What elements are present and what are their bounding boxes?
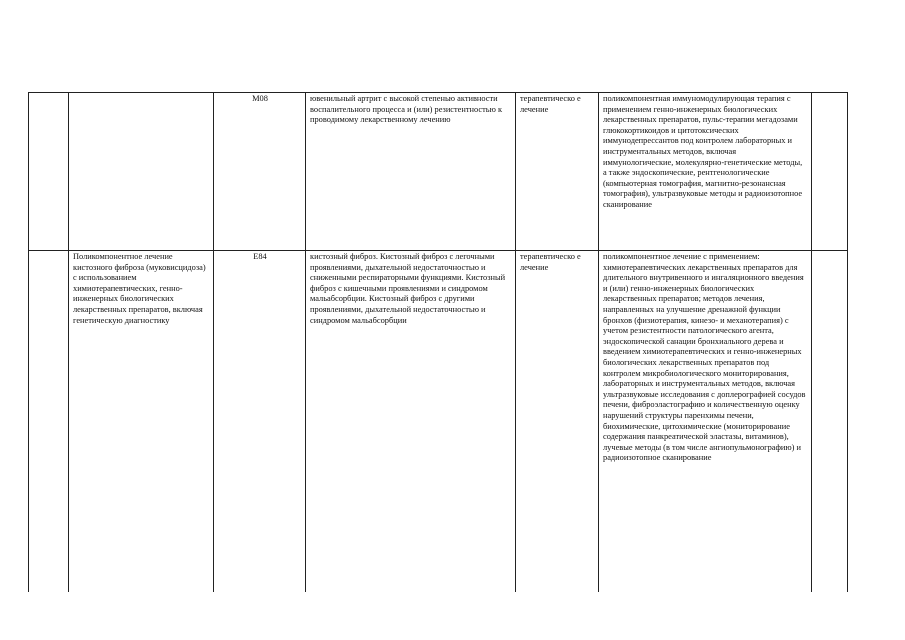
treatment-type-cell: терапевтическо е лечение (516, 251, 599, 593)
norm-cell (812, 251, 848, 593)
treatment-type-cell: терапевтическо е лечение (516, 93, 599, 251)
medical-care-table (28, 92, 848, 592)
patient-model-cell: кистозный фиброз. Кистозный фиброз с легочными проявлениями, дыхательной недостаточностью и сниженными респираторными функциями. Кистозный фиброз с кишечными проявлениями и синдромом мальабсорбции. Кистозный фиброз с другими проявлениями, дыхательной недостаточностью и синдромом мальабсорбции (306, 251, 516, 593)
treatment-method-cell: поликомпонентное лечение с применением: химиотерапевтических лекарственных препаратов для длительного внутривенного и ингаляционного введения и (или) генно-инженерных биологических лекарственных препаратов; методов лечения, направленных на улучшение дренажной функции бронхов (физиотерапия, кинезо- и механотерапия) с учетом резистентности патологического агента, эндоскопической санации бронхиального дерева и введением химиотерапевтических и генно-инженерных биологических лекарственных препаратов под контролем микробиологического мониторирования, лабораторных и инструментальных методов, включая ультразвуковые исследования с доплерографией сосудов печени, фиброэластографию и количественную оценку нарушений структуры паренхимы печени, биохимические, цитохимические (мониторирование содержания панкреатической эластазы, витаминов), лучевые методы (в том числе ангиопульмонографию) и радиоизотопное сканирование (599, 251, 812, 593)
icd-code-cell: E84 (214, 251, 306, 593)
row-number-cell (29, 93, 69, 251)
table-row (29, 251, 848, 593)
treatment-method-cell: поликомпонентная иммуномодулирующая терапия с применением генно-инженерных биологических лекарственных препаратов, пульс-терапии мегадозами глюкокортикоидов и цитотоксических иммунодепрессантов под контролем лабораторных и инструментальных методов, включая иммунологические, молекулярно-генетические методы, а также эндоскопические, рентгенологические (компьютерная томография, магнитно-резонансная томография), ультразвуковые методы и радиоизотопное сканирование (599, 93, 812, 251)
patient-model-cell: ювенильный артрит с высокой степенью активности воспалительного процесса и (или) резистентностью к проводимому лекарственному лечению (306, 93, 516, 251)
care-type-cell (69, 93, 214, 251)
row-number-cell (29, 251, 69, 593)
norm-cell (812, 93, 848, 251)
care-type-cell: Поликомпонентное лечение кистозного фиброза (муковисцидоза) с использованием химиотерапевтических, генно-инженерных биологических лекарственных препаратов, включая генетическую диагностику (69, 251, 214, 593)
icd-code-cell: M08 (214, 93, 306, 251)
table-row (29, 93, 848, 251)
